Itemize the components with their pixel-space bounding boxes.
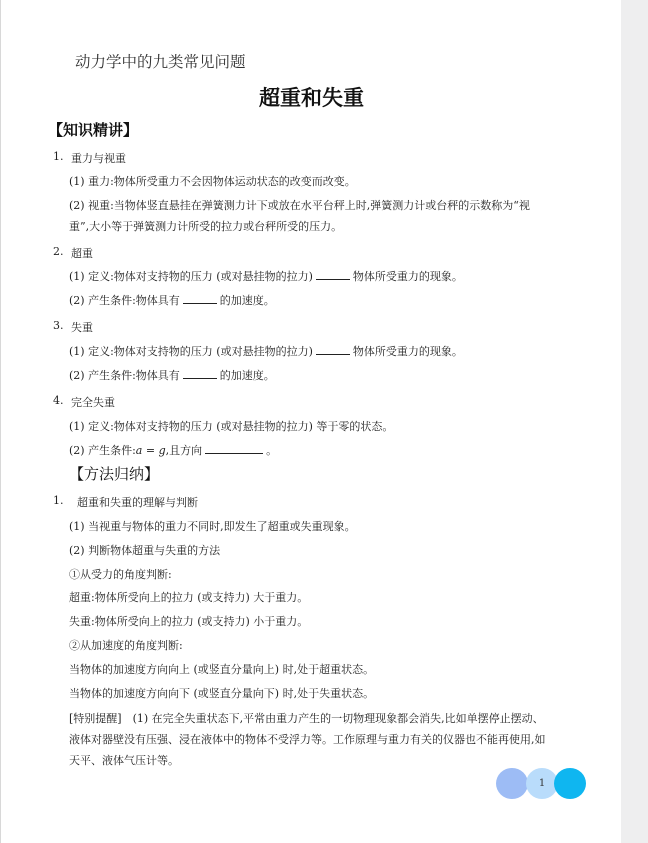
line-text: 物体所受重力的现象。 [352, 270, 463, 283]
line-text: (2) 产生条件:物体具有 [69, 294, 180, 307]
fill-blank-line [69, 442, 277, 458]
line-text: 。 [266, 444, 278, 457]
paragraph-line: (1) 当视重与物体的重力不同时,即发生了超重或失重现象。 [69, 520, 356, 533]
fill-blank-line [69, 292, 275, 308]
line-text: 物体所受重力的现象。 [352, 345, 463, 358]
page-badge-circle [496, 768, 528, 799]
item-heading: 完全失重 [71, 396, 115, 409]
answer-blank [183, 369, 217, 379]
page-number: 1 [538, 778, 546, 789]
item-heading: 超重和失重的理解与判断 [77, 496, 198, 509]
item-heading: 重力与视重 [71, 152, 126, 165]
paragraph-line: (2) 判断物体超重与失重的方法 [69, 544, 221, 557]
line-text: ,且方向 [165, 444, 203, 457]
tip-line: 天平、液体气压计等。 [69, 754, 179, 767]
fill-blank-line [69, 367, 275, 383]
paragraph-line: 超重:物体所受向上的拉力 (或支持力) 大于重力。 [69, 591, 309, 604]
paragraph-line: (1) 定义:物体对支持物的压力 (或对悬挂物的拉力) 等于零的状态。 [69, 420, 394, 433]
line-text: (2) 产生条件:物体具有 [69, 369, 180, 382]
item-heading: 超重 [71, 247, 93, 260]
item-number: 1. [53, 494, 64, 507]
tip-line: 液体对器壁没有压强、浸在液体中的物体不受浮力等。工作原理与重力有关的仪器也不能再使用,如 [69, 733, 546, 746]
answer-blank [316, 270, 350, 280]
paragraph-line: ②从加速度的角度判断: [69, 639, 183, 652]
line-text: (1) 定义:物体对支持物的压力 (或对悬挂物的拉力) [69, 270, 313, 283]
item-number: 3. [53, 319, 64, 332]
scrollbar-track[interactable] [621, 0, 648, 843]
line-text: (2) 产生条件: [69, 444, 136, 457]
formula: a = g [135, 444, 166, 457]
section-heading-method: 【方法归纳】 [69, 465, 160, 483]
answer-blank [205, 444, 263, 454]
series-title: 动力学中的九类常见问题 [75, 53, 246, 71]
line-text: (1) 定义:物体对支持物的压力 (或对悬挂物的拉力) [69, 345, 313, 358]
tip-line: [特别提醒] (1) 在完全失重状态下,平常由重力产生的一切物理现象都会消失,比如单摆停止摆动、 [69, 712, 544, 725]
page-title: 超重和失重 [259, 86, 364, 110]
paragraph-line: 失重:物体所受向上的拉力 (或支持力) 小于重力。 [69, 615, 309, 628]
item-number: 1. [53, 150, 64, 163]
item-heading: 失重 [71, 321, 93, 334]
item-number: 4. [53, 394, 64, 407]
paragraph-line: (2) 视重:当物体竖直悬挂在弹簧测力计下或放在水平台秤上时,弹簧测力计或台秤的示数称为“视 [69, 199, 530, 212]
line-text: 的加速度。 [219, 294, 275, 307]
page-badge-circle [554, 768, 586, 799]
answer-blank [183, 294, 217, 304]
paragraph-line: (1) 重力:物体所受重力不会因物体运动状态的改变而改变。 [69, 175, 356, 188]
paragraph-line: 当物体的加速度方向向下 (或竖直分量向下) 时,处于失重状态。 [69, 687, 375, 700]
answer-blank [316, 345, 350, 355]
paragraph-line: 当物体的加速度方向向上 (或竖直分量向上) 时,处于超重状态。 [69, 663, 375, 676]
paragraph-line: 重”,大小等于弹簧测力计所受的拉力或台秤所受的压力。 [69, 220, 343, 233]
paragraph-line: ①从受力的角度判断: [69, 568, 172, 581]
section-heading-knowledge: 【知识精讲】 [48, 121, 139, 139]
item-number: 2. [53, 245, 64, 258]
fill-blank-line [69, 268, 463, 284]
fill-blank-line [69, 343, 463, 359]
line-text: 的加速度。 [219, 369, 275, 382]
